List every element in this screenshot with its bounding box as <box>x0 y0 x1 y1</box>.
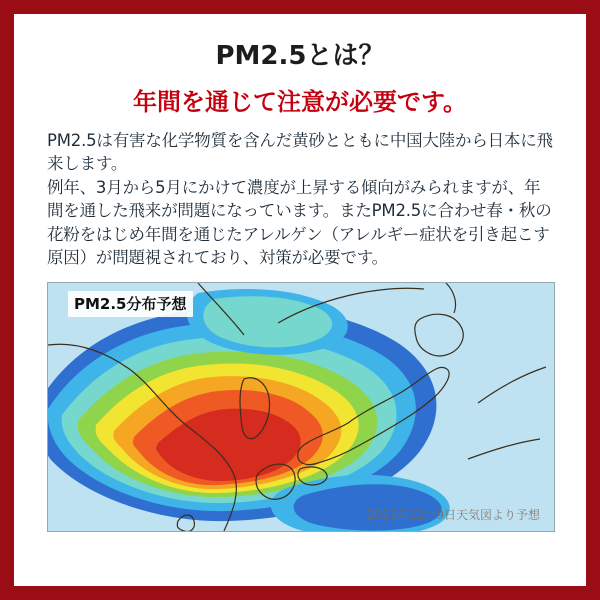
paragraph-2: 例年、3月から5月にかけて濃度が上昇する傾向がみられますが、年間を通した飛来が問題になっています。またPM2.5に合わせ春・秋の花粉をはじめ年間を通じたアレルゲン（アレルギー症状を引き起こす原因）が問題視されており、対策が必要です。 <box>47 177 552 268</box>
page-title: PM2.5とは？ <box>215 41 385 71</box>
body-text <box>47 129 553 270</box>
map-title-label: PM2.5分布予想 <box>68 291 193 317</box>
poster-content <box>17 17 583 583</box>
page-subtitle: 年間を通じて注意が必要です。 <box>132 88 468 116</box>
map-graphic <box>48 283 554 531</box>
pm25-distribution-map <box>47 282 555 532</box>
map-credit-text: 2013年12月9日天気図より予想 <box>366 507 540 522</box>
paragraph-1: PM2.5は有害な化学物質を含んだ黄砂とともに中国大陸から日本に飛来します。 <box>47 131 553 174</box>
